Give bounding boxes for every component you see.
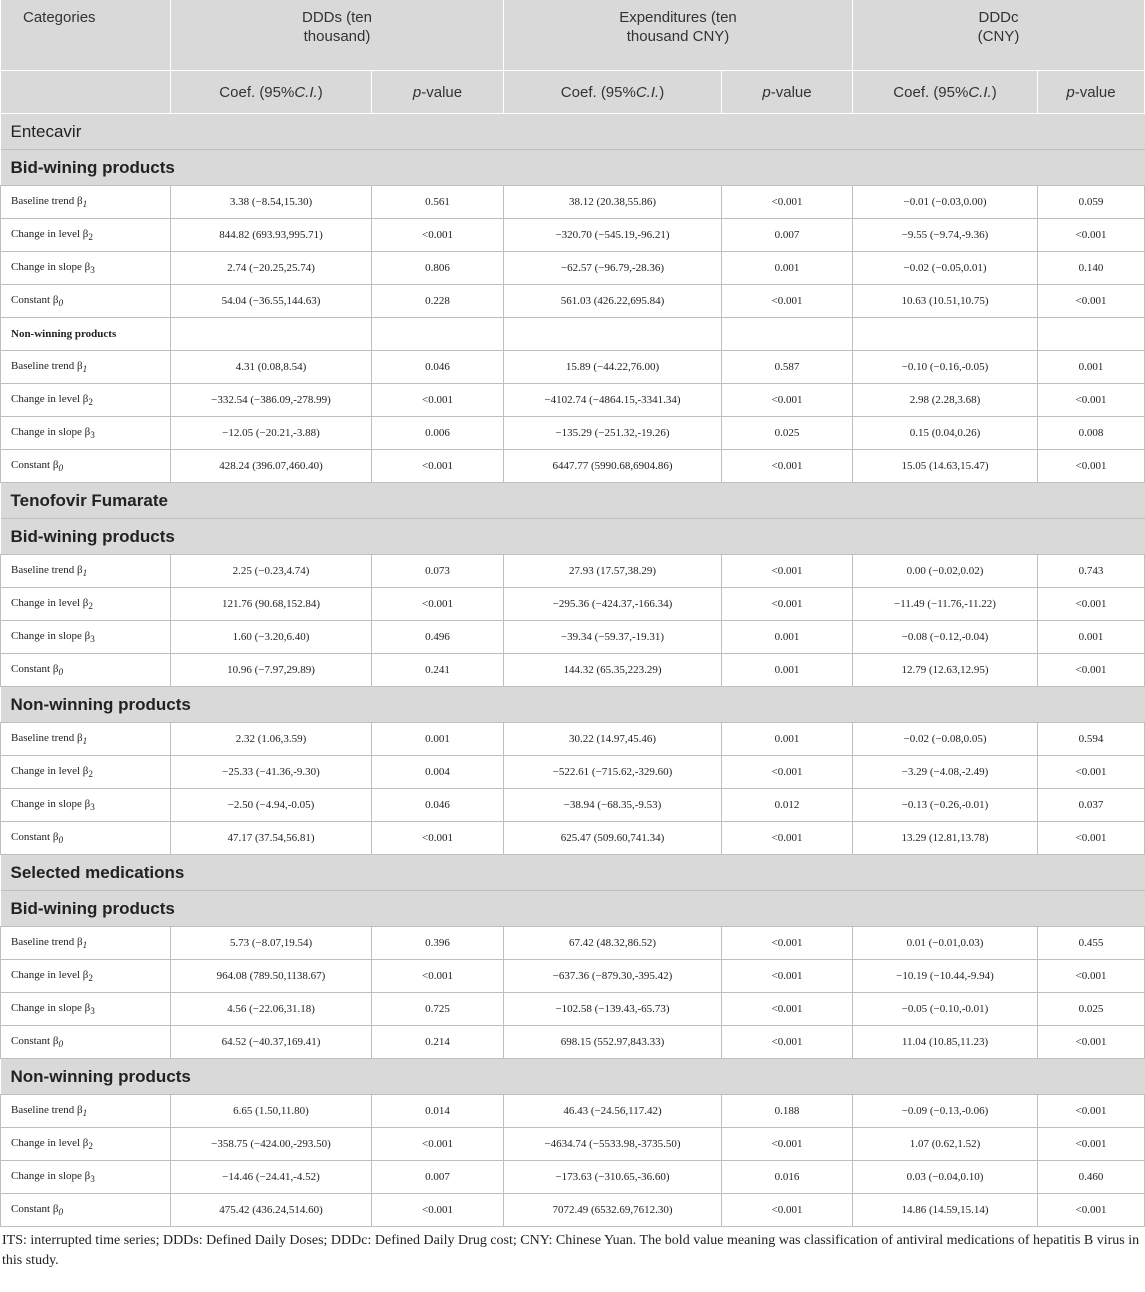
header-row-stats: [1, 71, 1145, 114]
exp-p-cell: 0.587: [722, 351, 853, 384]
ddd-coef-cell: 121.76 (90.68,152.84): [171, 588, 372, 621]
header-expenditures: [504, 0, 853, 71]
table-row: [1, 1026, 1145, 1059]
table-row: [1, 450, 1145, 483]
header-row-groups: [1, 0, 1145, 71]
ddd-p-cell: 0.014: [372, 1095, 504, 1128]
group-header-row: [1, 687, 1145, 723]
exp-p-cell: <0.001: [722, 822, 853, 855]
dddc-coef-cell: 14.86 (14.59,15.14): [853, 1194, 1038, 1227]
dddc-coef-cell: −0.05 (−0.10,-0.01): [853, 993, 1038, 1026]
dddc-coef-cell: −0.13 (−0.26,-0.01): [853, 789, 1038, 822]
dddc-coef-cell: 11.04 (10.85,11.23): [853, 1026, 1038, 1059]
dddc-coef-cell: 2.98 (2.28,3.68): [853, 384, 1038, 417]
empty-cell: [171, 318, 372, 351]
table-row: [1, 993, 1145, 1026]
exp-coef-cell: −102.58 (−139.43,-65.73): [504, 993, 722, 1026]
exp-p-cell: 0.025: [722, 417, 853, 450]
empty-cell: [504, 318, 722, 351]
ddd-p-cell: <0.001: [372, 384, 504, 417]
group-title: Non-winning products: [1, 1059, 1145, 1095]
dddc-p-cell: 0.455: [1038, 927, 1145, 960]
dddc-coef-cell: −0.02 (−0.08,0.05): [853, 723, 1038, 756]
table-row: [1, 1095, 1145, 1128]
ddd-coef-cell: 1.60 (−3.20,6.40): [171, 621, 372, 654]
ddd-p-cell: <0.001: [372, 219, 504, 252]
empty-cell: [1038, 318, 1145, 351]
row-label: Change in slope $\beta_3$: [1, 1161, 171, 1194]
group-header-row: [1, 318, 1145, 351]
table-row: [1, 927, 1145, 960]
exp-coef-cell: −637.36 (−879.30,-395.42): [504, 960, 722, 993]
exp-p-cell: 0.016: [722, 1161, 853, 1194]
row-label: Constant $\beta_0$: [1, 450, 171, 483]
dddc-p-cell: 0.059: [1038, 186, 1145, 219]
ddd-p-cell: 0.214: [372, 1026, 504, 1059]
dddc-coef-cell: −0.09 (−0.13,-0.06): [853, 1095, 1038, 1128]
ddd-coef-cell: 64.52 (−40.37,169.41): [171, 1026, 372, 1059]
row-label: Baseline trend $\beta_1$: [1, 927, 171, 960]
row-label: Change in slope $\beta_3$: [1, 252, 171, 285]
exp-coef-cell: −522.61 (−715.62,-329.60): [504, 756, 722, 789]
dddc-coef-cell: 15.05 (14.63,15.47): [853, 450, 1038, 483]
ddd-coef-cell: 964.08 (789.50,1138.67): [171, 960, 372, 993]
table-row: [1, 588, 1145, 621]
dddc-coef-cell: −0.08 (−0.12,-0.04): [853, 621, 1038, 654]
ddd-coef-cell: 3.38 (−8.54,15.30): [171, 186, 372, 219]
ddd-p-cell: <0.001: [372, 450, 504, 483]
ddd-coef-cell: 428.24 (396.07,460.40): [171, 450, 372, 483]
ddd-p-cell: 0.228: [372, 285, 504, 318]
ddd-coef-cell: −332.54 (−386.09,-278.99): [171, 384, 372, 417]
dddc-p-cell: <0.001: [1038, 1194, 1145, 1227]
exp-coef-cell: −320.70 (−545.19,-96.21): [504, 219, 722, 252]
exp-p-cell: <0.001: [722, 927, 853, 960]
exp-coef-cell: 625.47 (509.60,741.34): [504, 822, 722, 855]
dddc-coef-cell: −3.29 (−4.08,-2.49): [853, 756, 1038, 789]
table-row: [1, 789, 1145, 822]
ddd-p-cell: 0.004: [372, 756, 504, 789]
group-header-row: [1, 150, 1145, 186]
row-label: Change in slope $\beta_3$: [1, 993, 171, 1026]
ddd-p-cell: 0.046: [372, 351, 504, 384]
row-label: Change in slope $\beta_3$: [1, 417, 171, 450]
footnote: ITS: interrupted time series; DDDs: Defined Daily Doses; DDDc: Defined Daily Drug cost; CNY: Chinese Yuan. The bold value meaning was classification of antiviral medications of hepatitis B virus in this study.: [2, 1233, 1140, 1268]
dddc-p-cell: 0.140: [1038, 252, 1145, 285]
row-label: Change in level $\beta_2$: [1, 1128, 171, 1161]
ddd-coef-cell: 475.42 (436.24,514.60): [171, 1194, 372, 1227]
section-header-row: [1, 483, 1145, 519]
header-exp-coef: [504, 71, 722, 114]
dddc-coef-cell: −9.55 (−9.74,-9.36): [853, 219, 1038, 252]
ddd-p-cell: 0.496: [372, 621, 504, 654]
row-label: Constant $\beta_0$: [1, 1194, 171, 1227]
exp-coef-cell: 6447.77 (5990.68,6904.86): [504, 450, 722, 483]
row-label: Change in level $\beta_2$: [1, 384, 171, 417]
exp-p-cell: 0.001: [722, 621, 853, 654]
exp-coef-cell: 144.32 (65.35,223.29): [504, 654, 722, 687]
table-row: [1, 219, 1145, 252]
row-label: Baseline trend $\beta_1$: [1, 1095, 171, 1128]
exp-coef-cell: −62.57 (−96.79,-28.36): [504, 252, 722, 285]
group-title: Bid-wining products: [1, 891, 1145, 927]
dddc-coef-cell: −0.02 (−0.05,0.01): [853, 252, 1038, 285]
ddd-coef-cell: 10.96 (−7.97,29.89): [171, 654, 372, 687]
header-pvalue-label: p-value: [762, 83, 812, 101]
exp-coef-cell: −173.63 (−310.65,-36.60): [504, 1161, 722, 1194]
ddd-p-cell: <0.001: [372, 1194, 504, 1227]
header-pvalue-label: p-value: [412, 83, 463, 101]
dddc-p-cell: <0.001: [1038, 384, 1145, 417]
ddd-coef-cell: −14.46 (−24.41,-4.52): [171, 1161, 372, 1194]
ddd-coef-cell: 54.04 (−36.55,144.63): [171, 285, 372, 318]
section-header-row: [1, 114, 1145, 150]
ddd-coef-cell: 2.74 (−20.25,25.74): [171, 252, 372, 285]
header-blank: [1, 71, 171, 114]
dddc-p-cell: <0.001: [1038, 960, 1145, 993]
dddc-coef-cell: −10.19 (−10.44,-9.94): [853, 960, 1038, 993]
header-dddc-p: [1038, 71, 1145, 114]
row-label: Constant $\beta_0$: [1, 822, 171, 855]
table-row: [1, 1128, 1145, 1161]
table-row: [1, 960, 1145, 993]
header-coef-label: Coef. (95%C.I.): [560, 83, 665, 101]
dddc-coef-cell: 13.29 (12.81,13.78): [853, 822, 1038, 855]
exp-coef-cell: 46.43 (−24.56,117.42): [504, 1095, 722, 1128]
header-dddc-coef: [853, 71, 1038, 114]
header-ddds: [171, 0, 504, 71]
ddd-coef-cell: −2.50 (−4.94,-0.05): [171, 789, 372, 822]
header-dddc-label: DDDc (CNY): [977, 9, 1020, 45]
exp-p-cell: <0.001: [722, 555, 853, 588]
empty-cell: [722, 318, 853, 351]
group-title: Bid-wining products: [1, 519, 1145, 555]
empty-cell: [853, 318, 1038, 351]
group-title: Non-winning products: [1, 687, 1145, 723]
header-exp-p: [722, 71, 853, 114]
table-row: [1, 555, 1145, 588]
dddc-p-cell: <0.001: [1038, 450, 1145, 483]
group-title: Bid-wining products: [1, 150, 1145, 186]
exp-p-cell: <0.001: [722, 186, 853, 219]
header-ddd-coef: [171, 71, 372, 114]
exp-coef-cell: 38.12 (20.38,55.86): [504, 186, 722, 219]
ddd-p-cell: 0.001: [372, 723, 504, 756]
dddc-p-cell: 0.001: [1038, 351, 1145, 384]
ddd-coef-cell: −25.33 (−41.36,-9.30): [171, 756, 372, 789]
exp-coef-cell: 561.03 (426.22,695.84): [504, 285, 722, 318]
exp-p-cell: 0.007: [722, 219, 853, 252]
exp-p-cell: 0.188: [722, 1095, 853, 1128]
header-ddds-label: DDDs (ten thousand): [301, 9, 372, 45]
ddd-p-cell: 0.725: [372, 993, 504, 1026]
ddd-p-cell: 0.046: [372, 789, 504, 822]
dddc-coef-cell: 0.03 (−0.04,0.10): [853, 1161, 1038, 1194]
header-coef-label: Coef. (95%C.I.): [219, 83, 323, 101]
ddd-p-cell: 0.806: [372, 252, 504, 285]
ddd-p-cell: <0.001: [372, 960, 504, 993]
row-label: Change in level $\beta_2$: [1, 219, 171, 252]
dddc-p-cell: 0.594: [1038, 723, 1145, 756]
exp-coef-cell: 15.89 (−44.22,76.00): [504, 351, 722, 384]
empty-cell: [372, 318, 504, 351]
row-label: Change in slope $\beta_3$: [1, 621, 171, 654]
ddd-coef-cell: 2.25 (−0.23,4.74): [171, 555, 372, 588]
ddd-p-cell: <0.001: [372, 1128, 504, 1161]
table-row: [1, 285, 1145, 318]
exp-coef-cell: 27.93 (17.57,38.29): [504, 555, 722, 588]
section-header-row: [1, 855, 1145, 891]
table-row: [1, 252, 1145, 285]
table-row: [1, 654, 1145, 687]
row-label: Constant $\beta_0$: [1, 285, 171, 318]
dddc-p-cell: <0.001: [1038, 654, 1145, 687]
exp-coef-cell: −135.29 (−251.32,-19.26): [504, 417, 722, 450]
exp-coef-cell: 30.22 (14.97,45.46): [504, 723, 722, 756]
group-title: Non-winning products: [1, 318, 171, 351]
exp-coef-cell: 7072.49 (6532.69,7612.30): [504, 1194, 722, 1227]
ddd-coef-cell: −358.75 (−424.00,-293.50): [171, 1128, 372, 1161]
exp-coef-cell: 698.15 (552.97,843.33): [504, 1026, 722, 1059]
exp-coef-cell: −38.94 (−68.35,-9.53): [504, 789, 722, 822]
ddd-p-cell: 0.561: [372, 186, 504, 219]
row-label: Constant $\beta_0$: [1, 654, 171, 687]
dddc-p-cell: 0.460: [1038, 1161, 1145, 1194]
dddc-p-cell: <0.001: [1038, 822, 1145, 855]
table-row: [1, 723, 1145, 756]
ddd-coef-cell: −12.05 (−20.21,-3.88): [171, 417, 372, 450]
group-header-row: [1, 891, 1145, 927]
dddc-coef-cell: 0.00 (−0.02,0.02): [853, 555, 1038, 588]
exp-p-cell: 0.012: [722, 789, 853, 822]
section-title: Entecavir: [1, 114, 1145, 150]
exp-p-cell: <0.001: [722, 588, 853, 621]
dddc-coef-cell: 0.15 (0.04,0.26): [853, 417, 1038, 450]
table-body: [1, 114, 1145, 1227]
dddc-coef-cell: −0.01 (−0.03,0.00): [853, 186, 1038, 219]
ddd-coef-cell: 4.56 (−22.06,31.18): [171, 993, 372, 1026]
header-categories: Categories: [1, 0, 171, 71]
exp-p-cell: <0.001: [722, 384, 853, 417]
exp-p-cell: <0.001: [722, 1026, 853, 1059]
row-label: Change in level $\beta_2$: [1, 588, 171, 621]
ddd-coef-cell: 5.73 (−8.07,19.54): [171, 927, 372, 960]
dddc-p-cell: <0.001: [1038, 1095, 1145, 1128]
dddc-coef-cell: −0.10 (−0.16,-0.05): [853, 351, 1038, 384]
dddc-p-cell: 0.008: [1038, 417, 1145, 450]
table-row: [1, 1161, 1145, 1194]
row-label: Baseline trend $\beta_1$: [1, 351, 171, 384]
section-title: Tenofovir Fumarate: [1, 483, 1145, 519]
header-coef-label: Coef. (95%C.I.): [893, 83, 997, 101]
exp-p-cell: 0.001: [722, 723, 853, 756]
exp-p-cell: <0.001: [722, 756, 853, 789]
table-row: [1, 822, 1145, 855]
row-label: Change in slope $\beta_3$: [1, 789, 171, 822]
ddd-coef-cell: 844.82 (693.93,995.71): [171, 219, 372, 252]
dddc-p-cell: <0.001: [1038, 588, 1145, 621]
table-row: [1, 186, 1145, 219]
ddd-coef-cell: 4.31 (0.08,8.54): [171, 351, 372, 384]
row-label: Baseline trend $\beta_1$: [1, 186, 171, 219]
dddc-p-cell: <0.001: [1038, 285, 1145, 318]
header-pvalue-label: p-value: [1066, 83, 1116, 101]
row-label: Change in level $\beta_2$: [1, 756, 171, 789]
exp-p-cell: <0.001: [722, 993, 853, 1026]
row-label: Baseline trend $\beta_1$: [1, 723, 171, 756]
table-row: [1, 1194, 1145, 1227]
ddd-coef-cell: 6.65 (1.50,11.80): [171, 1095, 372, 1128]
ddd-p-cell: 0.073: [372, 555, 504, 588]
ddd-p-cell: 0.241: [372, 654, 504, 687]
group-header-row: [1, 1059, 1145, 1095]
ddd-p-cell: <0.001: [372, 822, 504, 855]
table-row: [1, 756, 1145, 789]
dddc-p-cell: 0.025: [1038, 993, 1145, 1026]
section-title: Selected medications: [1, 855, 1145, 891]
dddc-coef-cell: −11.49 (−11.76,-11.22): [853, 588, 1038, 621]
exp-p-cell: <0.001: [722, 1194, 853, 1227]
dddc-p-cell: 0.001: [1038, 621, 1145, 654]
dddc-p-cell: <0.001: [1038, 1026, 1145, 1059]
dddc-p-cell: 0.743: [1038, 555, 1145, 588]
table-row: [1, 621, 1145, 654]
dddc-coef-cell: 10.63 (10.51,10.75): [853, 285, 1038, 318]
row-label: Baseline trend $\beta_1$: [1, 555, 171, 588]
ddd-p-cell: 0.007: [372, 1161, 504, 1194]
table-row: [1, 417, 1145, 450]
exp-p-cell: 0.001: [722, 654, 853, 687]
ddd-coef-cell: 2.32 (1.06,3.59): [171, 723, 372, 756]
exp-coef-cell: −295.36 (−424.37,-166.34): [504, 588, 722, 621]
ddd-coef-cell: 47.17 (37.54,56.81): [171, 822, 372, 855]
table-row: [1, 384, 1145, 417]
ddd-p-cell: 0.006: [372, 417, 504, 450]
ddd-p-cell: 0.396: [372, 927, 504, 960]
row-label: Change in level $\beta_2$: [1, 960, 171, 993]
exp-coef-cell: 67.42 (48.32,86.52): [504, 927, 722, 960]
exp-p-cell: 0.001: [722, 252, 853, 285]
dddc-coef-cell: 1.07 (0.62,1.52): [853, 1128, 1038, 1161]
exp-p-cell: <0.001: [722, 960, 853, 993]
row-label: Constant $\beta_0$: [1, 1026, 171, 1059]
table-row: [1, 351, 1145, 384]
exp-p-cell: <0.001: [722, 1128, 853, 1161]
dddc-coef-cell: 12.79 (12.63,12.95): [853, 654, 1038, 687]
header-ddd-p: [372, 71, 504, 114]
exp-coef-cell: −4634.74 (−5533.98,-3735.50): [504, 1128, 722, 1161]
header-expenditures-label: Expenditures (ten thousand CNY): [619, 9, 737, 45]
header-dddc: [853, 0, 1145, 71]
exp-coef-cell: −4102.74 (−4864.15,-3341.34): [504, 384, 722, 417]
group-header-row: [1, 519, 1145, 555]
ddd-p-cell: <0.001: [372, 588, 504, 621]
dddc-p-cell: <0.001: [1038, 1128, 1145, 1161]
exp-coef-cell: −39.34 (−59.37,-19.31): [504, 621, 722, 654]
dddc-p-cell: <0.001: [1038, 219, 1145, 252]
dddc-coef-cell: 0.01 (−0.01,0.03): [853, 927, 1038, 960]
dddc-p-cell: <0.001: [1038, 756, 1145, 789]
exp-p-cell: <0.001: [722, 285, 853, 318]
dddc-p-cell: 0.037: [1038, 789, 1145, 822]
exp-p-cell: <0.001: [722, 450, 853, 483]
